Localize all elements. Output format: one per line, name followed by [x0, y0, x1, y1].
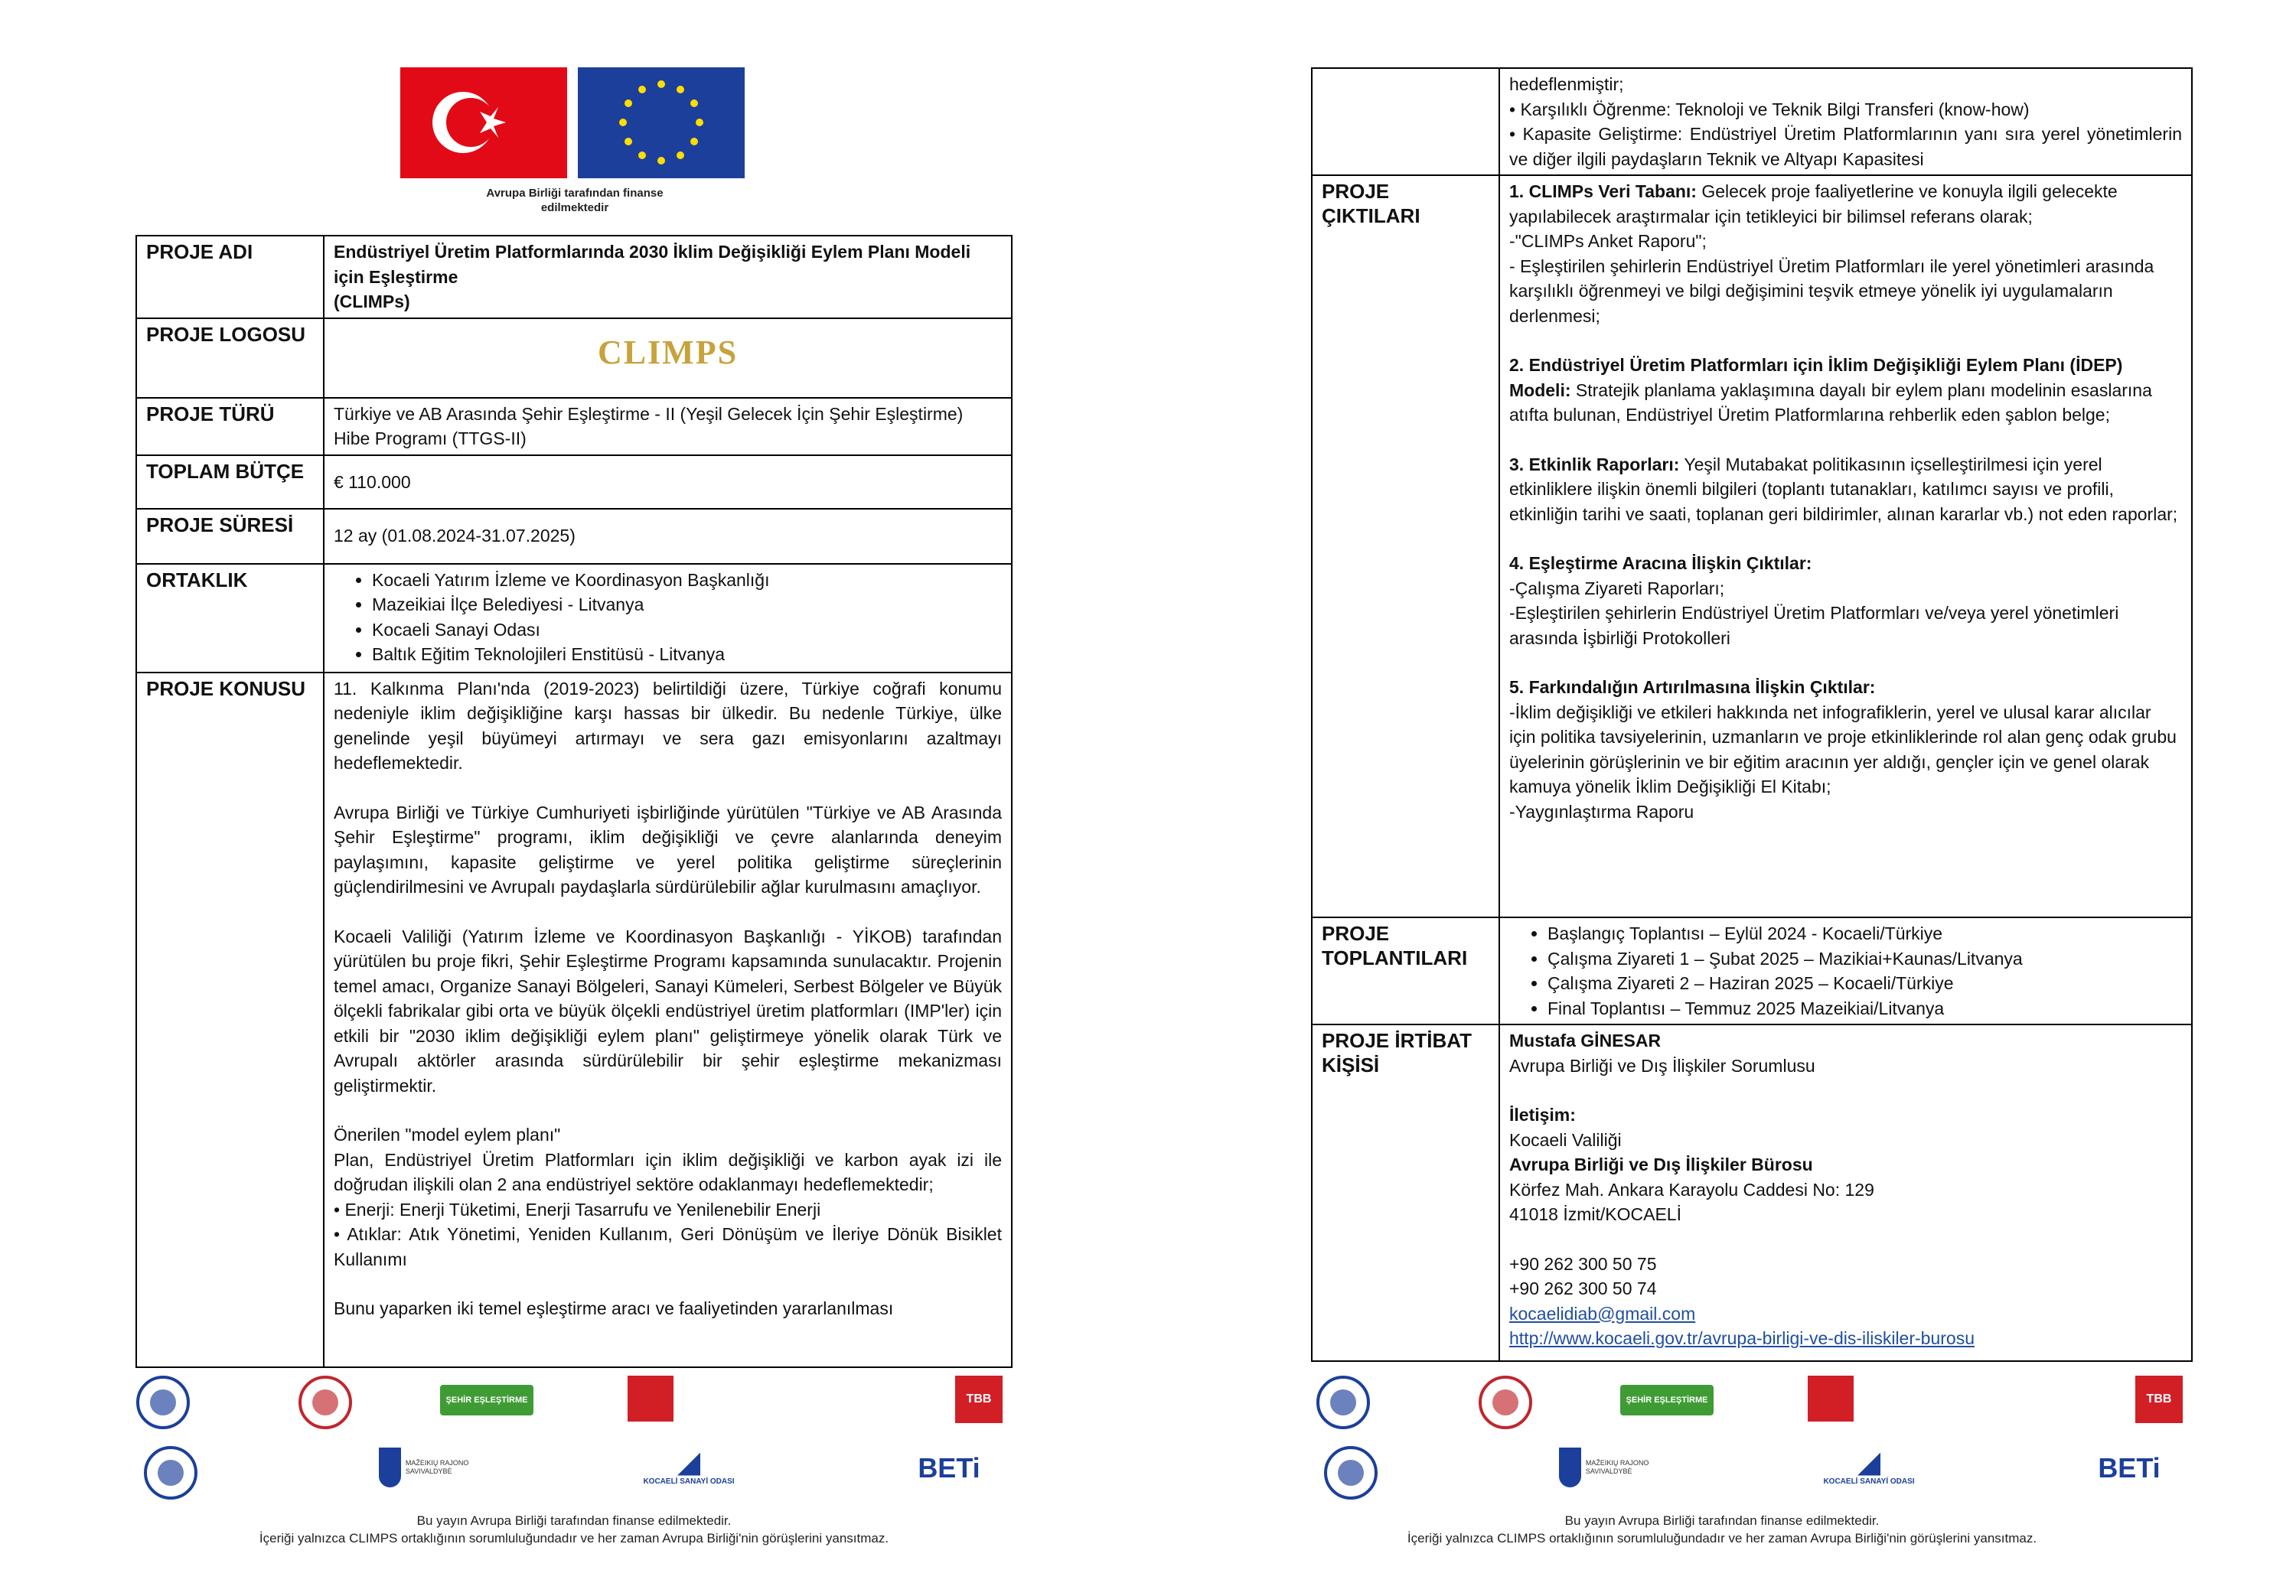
mazeikiu-logo-text: MAŽEIKIŲ RAJONO SAVIVALDYBĖ [405, 1459, 469, 1475]
label-proje-logosu: PROJE LOGOSU [136, 318, 324, 398]
tr-eu-mini-flags-icon [1968, 1382, 2017, 1415]
contact-address-1: Körfez Mah. Ankara Karayolu Caddesi No: 129 [1509, 1179, 1874, 1200]
contact-org-1: Kocaeli Valiliği [1509, 1129, 1622, 1150]
konu-paragraph-3: Kocaeli Valiliği (Yatırım İzleme ve Koordinasyon Başkanlığı - YİKOB) tarafından yürütülen bu proje fikri, Şehir Eşleştirme Programı kapsamında sunulacaktır. Projenin temel amacı, Organize Sanayi Bölgeleri, Sanayi Kümeleri, Serbest Bölgeler ve Büyük ölçekli fabrikalar gibi orta ve büyük ölçekli endüstriyel üretim platformları (IMP'ler) için etkili bir "2030 iklim değişikliği eylem planı" geliştirmeye yönelik olarak Türk ve Avrupalı aktörler arasında sürdürülebilir bir şehir eşleştirme mekanizması geliştirmektir. [334, 926, 1002, 1096]
toplantilari-label-line-2: TOPLANTILARI [1322, 946, 1468, 969]
label-proje-ciktilari: PROJE ÇIKTILARI [1312, 175, 1499, 917]
output-2-text: Stratejik planlama yaklaşımına dayalı bir eylem planı modelinin esaslarına atıfta bulunan, Endüstriyel Üretim Platformlarına rehberlik eden şablon belge; [1509, 379, 2152, 425]
meeting-list [1509, 921, 2182, 1021]
output-5-title: 5. Farkındalığın Artırılmasına İlişkin Çıktılar: [1509, 677, 1876, 697]
output-4-title: 4. Eşleştirme Aracına İlişkin Çıktılar: [1509, 553, 1812, 573]
meeting-item: • Çalışma Ziyareti 1 – Şubat 2025 – Mazikiai+Kaunas/Litvanya [1548, 946, 2182, 972]
label-ortaklik: ORTAKLIK [136, 564, 324, 673]
tr-eu-mini-flags-icon [788, 1382, 837, 1415]
ministry-seal-icon [1479, 1376, 1532, 1429]
output-5-line-1: -İklim değişikliği ve etkileri hakkında net infografiklerin, yerel ve ulusal karar alıcılar için politika tavsiyelerinin, uzmanların ve proje etkinliklerinde rol alan genç odak grubu üyelerinin görüşlerinin ve bir eğitim aracının yer aldığı, gençler için ve genel olarak kamuya yönelik İklim Değişikliği El Kitabı; [1509, 702, 2177, 796]
beti-logo: BETi [2098, 1452, 2161, 1484]
right-page [1148, 0, 2296, 1596]
footer-line-1: Bu yayın Avrupa Birliği tarafından finanse edilmektedir. [1564, 1513, 1880, 1528]
project-info-table [135, 235, 1013, 1368]
row-proje-konusu [136, 673, 1012, 1367]
tbb-logo: TBB [2135, 1376, 2183, 1423]
value-continuation [1499, 68, 2192, 175]
partner-logos-strip [1310, 1370, 2267, 1507]
row-proje-ciktilari [1312, 175, 2192, 917]
row-proje-irtibat [1312, 1024, 2192, 1361]
mazeikiu-logo-text: MAŽEIKIŲ RAJONO SAVIVALDYBĖ [1585, 1459, 1649, 1475]
meeting-item: • Çalışma Ziyareti 2 – Haziran 2025 – Kocaeli/Türkiye [1548, 971, 2182, 996]
mazeikiu-logo [379, 1445, 486, 1490]
kso-logo-text: KOCAELİ SANAYİ ODASI [643, 1477, 735, 1486]
row-proje-suresi [136, 509, 1012, 564]
irtibat-label-line-2: KİŞİSİ [1322, 1054, 1380, 1076]
partner-item: • Baltık Eğitim Teknolojileri Enstitüsü - Litvanya [372, 642, 1002, 667]
kso-logo-text: KOCAELİ SANAYİ ODASI [1823, 1477, 1915, 1486]
row-continuation [1312, 68, 2192, 175]
cont-line-1: hedeflenmiştir; [1509, 74, 1624, 94]
label-proje-adi: PROJE ADI [136, 236, 324, 318]
contact-org-2: Avrupa Birliği ve Dış İlişkiler Bürosu [1509, 1155, 1813, 1174]
footer-line-1: Bu yayın Avrupa Birliği tarafından finanse edilmektedir. [416, 1513, 732, 1528]
meeting-item: • Final Toplantısı – Temmuz 2025 Mazeikiai/Litvanya [1548, 996, 2182, 1021]
sehir-eslestirme-logo: ŞEHİR EŞLEŞTİRME [440, 1385, 533, 1415]
value-proje-konusu [324, 673, 1012, 1367]
label-proje-konusu: PROJE KONUSU [136, 673, 324, 1367]
label-proje-toplantilari [1312, 917, 1499, 1024]
output-4-line-1: -Çalışma Ziyareti Raporları; [1509, 578, 1725, 598]
konu-paragraph-5: Bunu yaparken iki temel eşleştirme aracı ve faaliyetinden yararlanılması [334, 1298, 894, 1318]
output-2-title: 2. Endüstriyel Üretim Platformları için İklim Değişikliği Eylem Planı (İDEP) Modeli: [1509, 355, 2123, 400]
contact-address-2: 41018 İzmit/KOCAELİ [1509, 1204, 1681, 1224]
partner-item: • Mazeikiai İlçe Belediyesi - Litvanya [372, 592, 1002, 617]
continuation-label-cell [1312, 68, 1499, 175]
eu-funded-caption [400, 186, 749, 215]
proje-adi-line-2: için Eşleştirme [334, 266, 458, 287]
row-proje-logosu [136, 318, 1012, 398]
row-toplam-butce [136, 455, 1012, 509]
mazeikiu-shield-icon [379, 1448, 401, 1487]
partner-item: • Kocaeli Yatırım İzleme ve Koordinasyon Başkanlığı [372, 568, 1002, 593]
eu-flag [578, 67, 745, 178]
turkey-flag [400, 67, 567, 178]
cfcu-seal-icon [1316, 1376, 1370, 1429]
value-proje-turu [324, 398, 1012, 455]
kso-mark-icon [677, 1453, 700, 1476]
value-proje-ciktilari [1499, 175, 2192, 917]
funded-line-2: edilmektedir [540, 201, 609, 214]
value-proje-logosu [324, 318, 1012, 398]
meeting-item: • Başlangıç Toplantısı – Eylül 2024 - Kocaeli/Türkiye [1548, 921, 2182, 946]
kso-mark-icon [1857, 1453, 1880, 1476]
partner-list [334, 568, 1002, 667]
ministry-seal-icon [298, 1376, 352, 1429]
output-4-line-2: -Eşleştirilen şehirlerin Endüstriyel Üretim Platformları ve/veya yerel yönetimleri arasında İşbirliği Protokolleri [1509, 603, 2119, 648]
contact-email-link[interactable]: kocaelidiab@gmail.com [1509, 1303, 1696, 1324]
output-1-text: Gelecek proje faaliyetlerine ve konuyla ilgili gelecekte yapılabilecek araştırmalar için tetikleyici bir bilimsel referans olarak; [1509, 181, 2118, 226]
toplantilari-label-line-1: PROJE [1322, 922, 1390, 945]
row-ortaklik [136, 564, 1012, 673]
proje-turu-line-2: Hibe Programı (TTGS-II) [334, 428, 527, 448]
konu-paragraph-2: Avrupa Birliği ve Türkiye Cumhuriyeti işbirliğinde yürütülen "Türkiye ve AB Arasında Şehir Eşleştirme" programı, iklim değişikliği ve çevre alanlarında deneyim paylaşımını, kapasite geliştirme ve yerel politika geliştirme süreçlerinin güçlendirilmesini ve Avrupalı paydaşlarla sürdürülebilir ağlar kurulmasını amaçlıyor. [334, 802, 1002, 897]
cfcu-seal-icon [136, 1376, 190, 1429]
contact-role: Avrupa Birliği ve Dış İlişkiler Sorumlusu [1509, 1055, 1815, 1076]
footer-line-2: İçeriği yalnızca CLIMPS ortaklığının sorumluluğundadır ve her zaman Avrupa Birliği'nin görüşlerini yansıtmaz. [1407, 1531, 2037, 1546]
konu-plan-title: Önerilen "model eylem planı" [334, 1125, 561, 1145]
contact-name: Mustafa GİNESAR [1509, 1031, 1662, 1050]
contact-phone-1: +90 262 300 50 75 [1509, 1253, 1657, 1274]
vilayetler-birligi-logo [628, 1376, 673, 1422]
kocaeli-seal-icon [144, 1446, 197, 1500]
irtibat-label-line-1: PROJE İRTİBAT [1322, 1029, 1472, 1052]
kocaeli-seal-icon [1324, 1446, 1378, 1500]
funded-line-1: Avrupa Birliği tarafından finanse [486, 187, 664, 200]
vilayetler-birligi-logo [1808, 1376, 1854, 1422]
footer-disclaimer [0, 1512, 1148, 1547]
tbb-logo: TBB [955, 1376, 1003, 1423]
footer-disclaimer [1148, 1512, 2296, 1547]
output-1-line-2: -"CLIMPs Anket Raporu"; [1509, 231, 1707, 251]
konu-bullet-waste: • Atıklar: Atık Yönetimi, Yeniden Kullanım, Geri Dönüşüm ve İleriye Dönük Bisiklet Kullanımı [334, 1224, 1002, 1269]
partner-logos-strip [130, 1370, 1087, 1507]
cont-line-3: • Kapasite Geliştirme: Endüstriyel Üretim Platformlarının yanı sıra yerel yönetimlerin ve diğer ilgili paydaşların Teknik ve Altyapı Kapasitesi [1509, 124, 2182, 169]
proje-turu-line-1: Türkiye ve AB Arasında Şehir Eşleştirme - II (Yeşil Gelecek İçin Şehir Eşleştirme) [334, 403, 964, 424]
value-toplam-butce: € 110.000 [324, 455, 1012, 509]
contact-phone-2: +90 262 300 50 74 [1509, 1278, 1657, 1298]
output-3-text: Yeşil Mutabakat politikasının içselleştirilmesi için yerel etkinliklere ilişkin önemli bilgileri (toplantı tutanakları, katılımcı sayısı ve profili, etkinliğin tarihi ve saati, toplanan geri bildirimler, alınan kararlar vb.) not eden raporlar; [1509, 454, 2178, 524]
footer-line-2: İçeriği yalnızca CLIMPS ortaklığının sorumluluğundadır ve her zaman Avrupa Birliği'nin görüşlerini yansıtmaz. [259, 1531, 889, 1546]
konu-paragraph-4: Plan, Endüstriyel Üretim Platformları için iklim değişikliği ve karbon ayak izi ile doğrudan ilişkili olan 2 ana endüstriyel sektöre odaklanmayı hedeflemektedir; [334, 1149, 1002, 1194]
beti-logo: BETi [918, 1452, 980, 1484]
project-outputs-table [1311, 67, 2193, 1362]
partner-item: • Kocaeli Sanayi Odası [372, 617, 1002, 643]
output-3-title: 3. Etkinlik Raporları: [1509, 454, 1680, 474]
value-proje-adi [324, 236, 1012, 318]
flags-header [400, 67, 749, 178]
contact-website-link[interactable]: http://www.kocaeli.gov.tr/avrupa-birligi-ve-dis-iliskiler-burosu [1509, 1328, 1975, 1348]
row-proje-toplantilari [1312, 917, 2192, 1024]
proje-adi-line-1: Endüstriyel Üretim Platformlarında 2030 İklim Değişikliği Eylem Planı Modeli [334, 242, 971, 262]
kso-logo [1815, 1446, 1923, 1492]
mazeikiu-logo [1559, 1445, 1666, 1490]
value-ortaklik [324, 564, 1012, 673]
proje-adi-line-3: (CLIMPs) [334, 292, 410, 311]
value-proje-toplantilari [1499, 917, 2192, 1024]
label-proje-turu: PROJE TÜRÜ [136, 398, 324, 455]
label-proje-irtibat [1312, 1024, 1499, 1361]
row-proje-turu [136, 398, 1012, 455]
label-toplam-butce: TOPLAM BÜTÇE [136, 455, 324, 509]
kso-logo [635, 1446, 742, 1492]
climps-logo: CLIMPS [597, 333, 739, 371]
output-1-line-3: - Eşleştirilen şehirlerin Endüstriyel Üretim Platformları ile yerel yönetimleri arasında karşılıklı öğrenmeyi ve bilgi değişimini teşvik etmeye yönelik iyi uygulamaların derlenmesi; [1509, 256, 2154, 326]
label-proje-suresi: PROJE SÜRESİ [136, 509, 324, 564]
row-proje-adi [136, 236, 1012, 318]
value-proje-suresi: 12 ay (01.08.2024-31.07.2025) [324, 509, 1012, 564]
sehir-eslestirme-logo: ŞEHİR EŞLEŞTİRME [1620, 1385, 1714, 1415]
cont-line-2: • Karşılıklı Öğrenme: Teknoloji ve Teknik Bilgi Transferi (know-how) [1509, 99, 2030, 119]
output-1-title: 1. CLIMPs Veri Tabanı: [1509, 181, 1697, 201]
output-5-line-2: -Yaygınlaştırma Raporu [1509, 801, 1694, 822]
konu-paragraph-1: 11. Kalkınma Planı'nda (2019-2023) belirtildiği üzere, Türkiye coğrafi konumu nedeniyle iklim değişikliğine karşı hassas bir ülkedir. Bu nedenle Türkiye, ülke genelinde yeşil büyümeyi artırmayı ve sera gazı emisyonlarını azaltmayı hedeflemektedir. [334, 678, 1002, 773]
value-proje-irtibat [1499, 1024, 2192, 1361]
konu-bullet-energy: • Enerji: Enerji Tüketimi, Enerji Tasarrufu ve Yenilenebilir Enerji [334, 1199, 821, 1220]
mazeikiu-shield-icon [1559, 1448, 1581, 1487]
contact-title: İletişim: [1509, 1105, 1576, 1125]
